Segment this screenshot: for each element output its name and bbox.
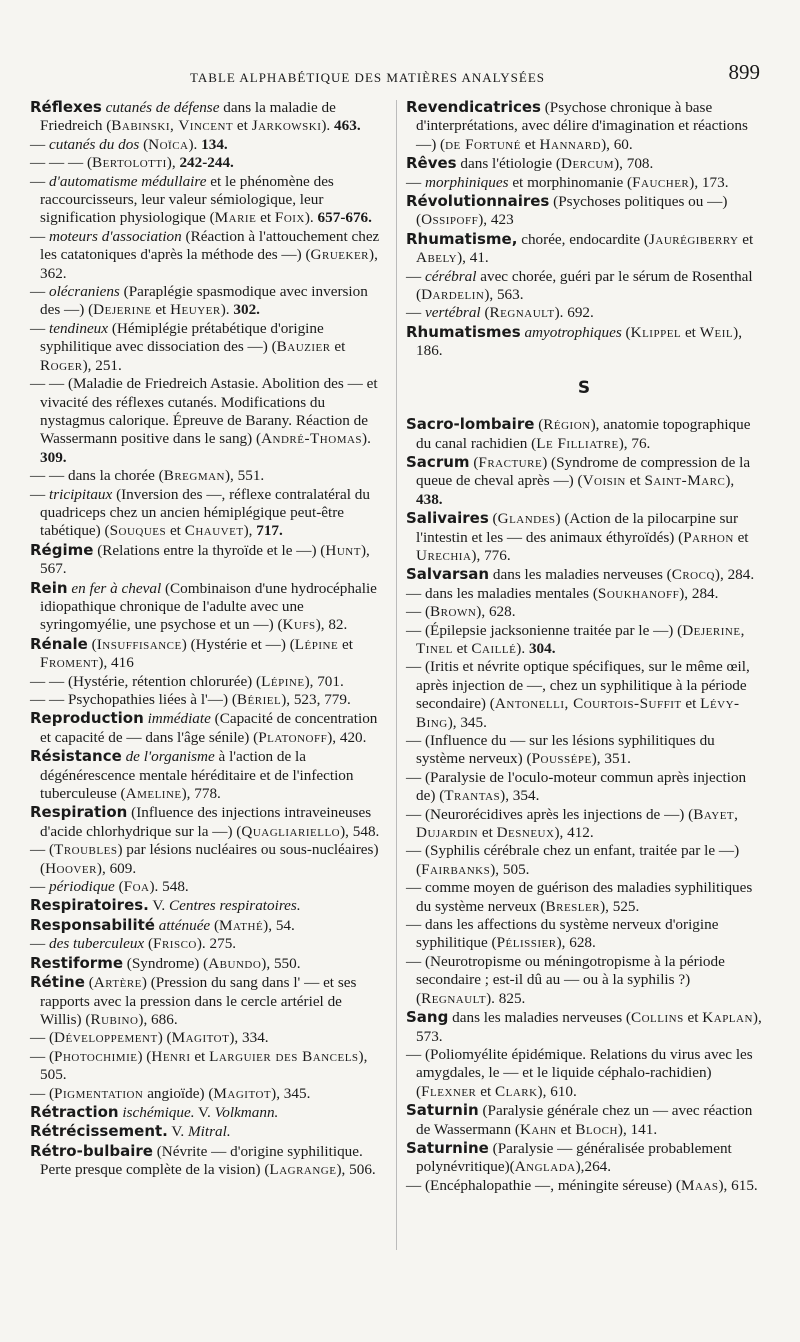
page-number: 899 [728, 60, 760, 84]
index-entry: Respiration (Influence des injections intraveineuses d'acide chlorhydrique sur la —) (Quagliariello), 548. [30, 803, 380, 840]
page-header [40, 60, 760, 90]
column-divider [396, 100, 397, 1250]
index-entry: — des tuberculeux (Frisco). 275. [30, 935, 237, 953]
index-entry: — (Poliomyélite épidémique. Relations du virus avec les amygdales, le — et le liquide céphalo-rachidien) (Flexner et Clark), 610. [406, 1045, 753, 1100]
index-entry: — tendineux (Hémiplégie prétabétique d'origine syphilitique avec dissociation des —) (Bauzier et Roger), 251. [30, 319, 346, 374]
index-entry: — cutanés du dos (Noïca). 134. [30, 135, 228, 153]
index-entry: Sang dans les maladies nerveuses (Collins et Kaplan), 573. [406, 1008, 762, 1045]
index-entry: — (Iritis et névrite optique spécifiques, sur le même œil, après injection de —, chez un syphilitique à la période secondaire) (Antonelli, Courtois-Suffit et Lévy-Bing), 345. [406, 658, 750, 731]
index-entry: — comme moyen de guérison des maladies syphilitiques du système nerveux (Bresler), 525. [406, 879, 753, 915]
index-entry: — (Épilepsie jacksonienne traitée par le —) (Dejerine, Tinel et Caillé). 304. [406, 621, 745, 657]
index-entry: — — — (Bertolotti), 242-244. [30, 154, 234, 172]
index-entry: Revendicatrices (Psychose chronique à base d'interprétations, avec délire d'imagination et réactions —) (de Fortuné et Hannard), 60. [406, 98, 748, 153]
index-entry: — olécraniens (Paraplégie spasmodique avec inversion des —) (Dejerine et Heuyer). 302. [30, 283, 368, 319]
index-entry: Saturnin (Paralysie générale chez un — avec réaction de Wassermann (Kahn et Bloch), 141. [406, 1101, 753, 1138]
index-entry: — tricipitaux (Inversion des —, réflexe contralatéral du quadriceps chez un ancien hémiplégique peut-être tabétique) (Souques et Chauvet), 717. [30, 485, 370, 540]
index-entry: Salivaires (Glandes) (Action de la pilocarpine sur l'intestin et les — des animaux éthyroïdés) (Parhon et Urechia), 776. [406, 509, 749, 564]
index-entry: Résistance de l'organisme à l'action de la dégénérescence mentale héréditaire et de l'infection tuberculeuse (Ameline), 778. [30, 747, 354, 803]
index-entry: Restiforme (Syndrome) (Abundo), 550. [30, 953, 301, 972]
index-entry: — (Troubles) par lésions nucléaires ou sous-nucléaires) (Hoover), 609. [30, 841, 379, 877]
index-entry: — (Pigmentation angioïde) (Magitot), 345. [30, 1084, 311, 1102]
index-entry: — (Paralysie de l'oculo-moteur commun après injection de) (Trantas), 354. [406, 768, 747, 805]
index-entry: — — dans la chorée (Bregman), 551. [30, 467, 265, 485]
index-entry: — (Développement) (Magitot), 334. [30, 1029, 269, 1047]
index-entry: — (Neurorécidives après les injections de —) (Bayet, Dujardin et Desneux), 412. [406, 805, 739, 842]
index-entry: Régime (Relations entre la thyroïde et le —) (Hunt), 567. [30, 540, 370, 578]
index-entry: — (Brown), 628. [406, 603, 516, 621]
index-entry: Rhumatismes amyotrophiques (Klippel et Weil), 186. [406, 322, 742, 360]
index-entry: — périodique (Foa). 548. [30, 878, 189, 896]
index-entry: Rétro-bulbaire (Névrite — d'origine syphilitique. Perte presque complète de la vision) (Lagrange), 506. [30, 1141, 376, 1179]
section-letter: S [577, 377, 591, 398]
index-entry: Rein en fer à cheval (Combinaison d'une hydrocéphalie idiopathique chronique de l'adulte avec une syringomyélie, une psychose et un —) (Kufs), 82. [30, 578, 377, 634]
index-entry: — (Neurotropisme ou méningotropisme à la période secondaire ; est-il dû au — ou à la syphilis ?) (Regnault). 825. [406, 952, 725, 1007]
index-entry: Sacro-lombaire (Région), anatomie topographique du canal rachidien (Le Filliatre), 76. [406, 415, 751, 452]
index-entry: Rétrécissement. V. Mitral. [30, 1122, 231, 1141]
left-column [30, 98, 386, 1180]
index-entry: — — (Maladie de Friedreich Astasie. Abolition des — et vivacité des réflexes cutanés. Modifications du nystagmus calorique. Épreuve de Barany. Réaction de Wassermann positive dans le sang) (André-Thomas). 309. [30, 375, 378, 466]
index-entry: Rêves dans l'étiologie (Dercum), 708. [406, 154, 654, 173]
index-entry: — cérébral avec chorée, guéri par le sérum de Rosenthal (Dardelin), 563. [406, 267, 753, 304]
index-entry: — vertébral (Regnault). 692. [406, 304, 594, 322]
running-title: TABLE ALPHABÉTIQUE DES MATIÈRES ANALYSÉES [190, 70, 545, 85]
right-column [406, 98, 762, 1195]
index-entry: Sacrum (Fracture) (Syndrome de compression de la queue de cheval après —) (Voisin et Saint-Marc), 438. [406, 452, 751, 508]
index-entry: Saturnine (Paralysie — généralisée probablement polynévritique)(Anglada),264. [406, 1138, 732, 1176]
index-entry: — dans les affections du système nerveux d'origine syphilitique (Pélissier), 628. [406, 916, 719, 952]
index-entry: — (Influence du — sur les lésions syphilitiques du système nerveux) (Poussépe), 351. [406, 732, 715, 768]
index-entry: — dans les maladies mentales (Soukhanoff), 284. [406, 584, 719, 602]
index-entry: — (Encéphalopathie —, méningite séreuse) (Maas), 615. [406, 1176, 758, 1194]
index-entry: — (Photochimie) (Henri et Larguier des Bancels), 505. [30, 1047, 368, 1084]
index-entry: Rénale (Insuffisance) (Hystérie et —) (Lépine et Froment), 416 [30, 634, 353, 672]
index-entry: — — Psychopathies liées à l'—) (Bériel), 523, 779. [30, 691, 351, 708]
index-entry: Responsabilité atténuée (Mathé), 54. [30, 915, 295, 934]
index-entry: Salvarsan dans les maladies nerveuses (Crocq), 284. [406, 565, 755, 584]
index-entry: Réflexes cutanés de défense dans la maladie de Friedreich (Babinski, Vincent et Jarkowski). 463. [30, 98, 361, 135]
index-entry: — d'automatisme médullaire et le phénomène des raccourcisseurs, leur valeur sémiologique, leur signification physiologique (Marie et Foix). 657-676. [30, 172, 372, 227]
index-entry: — — (Hystérie, rétention chlorurée) (Lépine), 701. [30, 672, 344, 690]
index-entry: — moteurs d'association (Réaction à l'attouchement chez les catatoniques d'après la méthode des —) (Grueker), 362. [30, 227, 380, 282]
index-entry: — morphiniques et morphinomanie (Faucher), 173. [406, 173, 729, 191]
index-entry: Rétraction ischémique. V. Volkmann. [30, 1102, 279, 1121]
index-entry: Rétine (Artère) (Pression du sang dans l' — et ses rapports avec la pression dans le cercle artériel de Willis) (Rubino), 686. [30, 973, 357, 1028]
index-entry: Rhumatisme, chorée, endocardite (Jaurégiberry et Abely), 41. [406, 229, 754, 267]
index-entry: Reproduction immédiate (Capacité de concentration et capacité de — dans l'âge sénile) (Platonoff), 420. [30, 709, 378, 746]
index-entry: Respiratoires. V. Centres respiratoires. [30, 896, 301, 915]
index-entry: Révolutionnaires (Psychoses politiques ou —) (Ossipoff), 423 [406, 192, 728, 229]
index-entry: — (Syphilis cérébrale chez un enfant, traitée par le —) (Fairbanks), 505. [406, 842, 740, 878]
